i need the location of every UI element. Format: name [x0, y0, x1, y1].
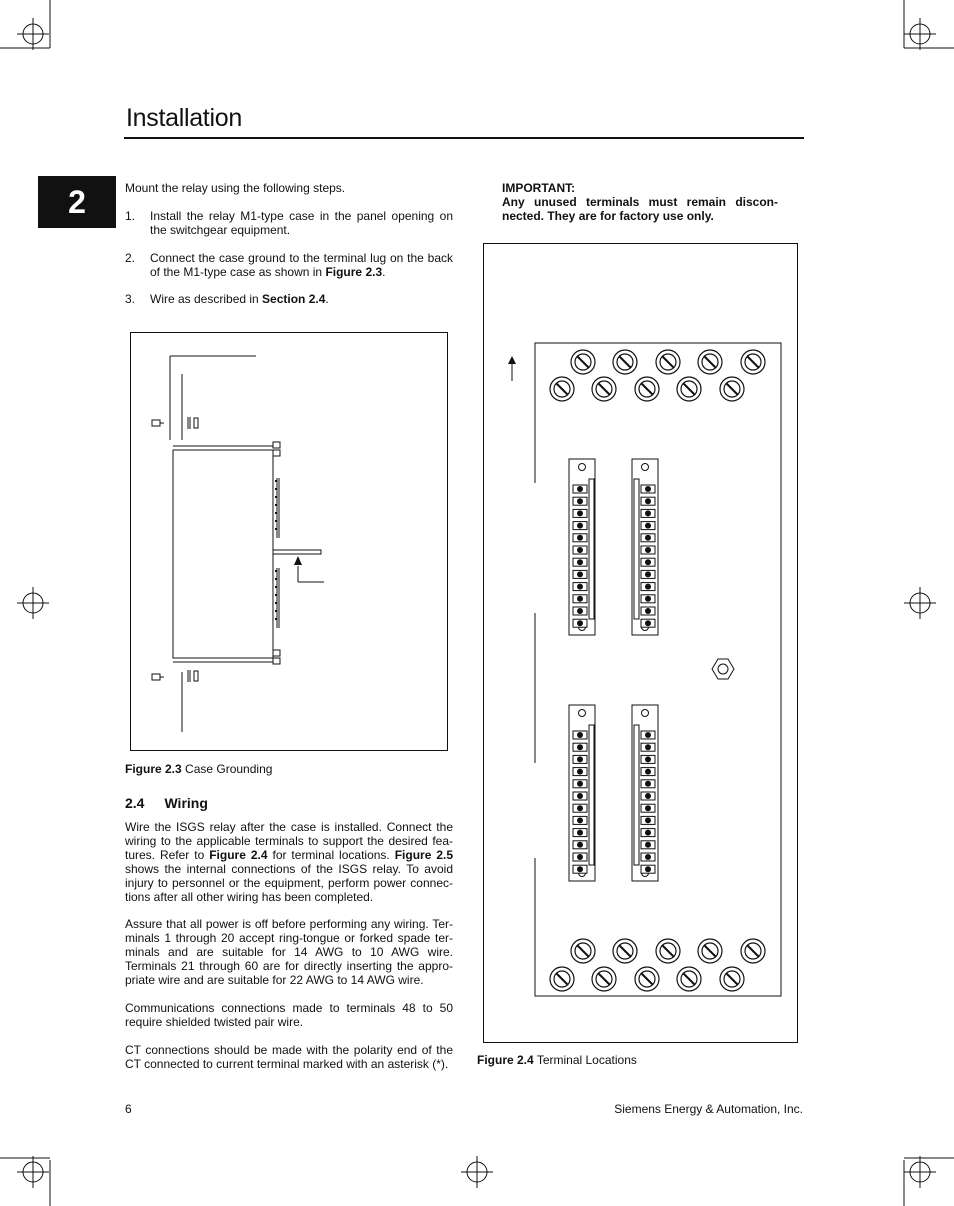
- terminal-screw-icon: [635, 967, 659, 991]
- terminal-screw-icon: [656, 939, 680, 963]
- terminal-block: [632, 459, 658, 635]
- terminal-screw-icon: [720, 377, 744, 401]
- step-3: [125, 292, 453, 308]
- case-grounding-diagram: [130, 332, 450, 752]
- figure-2-4-caption: Figure 2.4 Terminal Locations: [477, 1053, 637, 1067]
- step-2: [125, 251, 453, 281]
- terminal-screw-icon: [635, 377, 659, 401]
- terminal-screw-icon: [592, 967, 616, 991]
- terminal-screw-icon: [613, 939, 637, 963]
- chapter-tab: 2: [38, 176, 116, 228]
- terminal-block: [569, 459, 595, 635]
- section-heading: 2.4 Wiring: [125, 795, 208, 811]
- terminal-block: [569, 705, 595, 881]
- terminal-screw-icon: [571, 939, 595, 963]
- step-number: 2.: [125, 251, 136, 265]
- terminal-screw-icon: [741, 350, 765, 374]
- terminal-screw-icon: [677, 967, 701, 991]
- paragraph-wiring-4: CT connections should be made with the polarity end of the CT connected to current terminal marked with an asterisk (*).: [125, 1043, 453, 1071]
- terminal-screw-icon: [592, 377, 616, 401]
- important-text: Any unused terminals must remain discon-nected. They are for factory use only.: [502, 195, 778, 223]
- terminal-screw-icon: [677, 377, 701, 401]
- paragraph-wiring-3: Communications connections made to terminals 48 to 50 require shielded twisted pair wire.: [125, 1001, 453, 1029]
- step-text: Wire as described in Section 2.4.: [150, 292, 329, 306]
- terminal-screw-icon: [550, 377, 574, 401]
- footer-company: Siemens Energy & Automation, Inc.: [614, 1102, 803, 1116]
- terminal-screw-icon: [571, 350, 595, 374]
- paragraph-wiring-1: Wire the ISGS relay after the case is installed. Connect the wiring to the applicable terminals to support the desired fea-tures. Refer to Figure 2.4 for terminal locations. Figure 2.5 shows the internal connections of the ISGS relay. To avoid injury to personnel or the equipment, perform power connec-tions after all other wiring has been completed.: [125, 820, 454, 904]
- terminal-screw-icon: [741, 939, 765, 963]
- terminal-locations-diagram: [483, 243, 803, 1043]
- title-rule: [124, 137, 804, 139]
- intro-text: Mount the relay using the following steps.: [125, 181, 346, 195]
- important-label: IMPORTANT:: [502, 181, 576, 195]
- page-number: 6: [125, 1102, 132, 1116]
- step-number: 3.: [125, 292, 136, 306]
- paragraph-wiring-2: Assure that all power is off before performing any wiring. Ter-minals 1 through 20 accept ring-tongue or forked spade ter-minals and are suitable for 14 AWG to 10 AWG wire. Terminals 21 through 60 are for directly inserting the appro-priate wire and are suitable for 22 AWG to 14 AWG wire.: [125, 917, 453, 987]
- terminal-screw-icon: [550, 967, 574, 991]
- terminal-screw-icon: [698, 350, 722, 374]
- step-text: Install the relay M1-type case in the panel opening on the switchgear equipment.: [150, 209, 453, 237]
- step-number: 1.: [125, 209, 136, 223]
- important-note: [502, 181, 778, 223]
- figure-reference: Figure 2.3: [325, 265, 383, 279]
- terminal-screw-icon: [720, 967, 744, 991]
- terminal-screw-icon: [613, 350, 637, 374]
- terminal-screw-icon: [656, 350, 680, 374]
- terminal-screw-icon: [698, 939, 722, 963]
- section-reference: Section 2.4: [262, 292, 326, 306]
- terminal-block: [632, 705, 658, 881]
- step-1: [125, 209, 453, 239]
- figure-2-3-caption: Figure 2.3 Case Grounding: [125, 762, 273, 776]
- step-text: Connect the case ground to the terminal lug on the back of the M1-type case as shown in Figure 2.3.: [150, 251, 453, 279]
- page-title: Installation: [126, 104, 242, 132]
